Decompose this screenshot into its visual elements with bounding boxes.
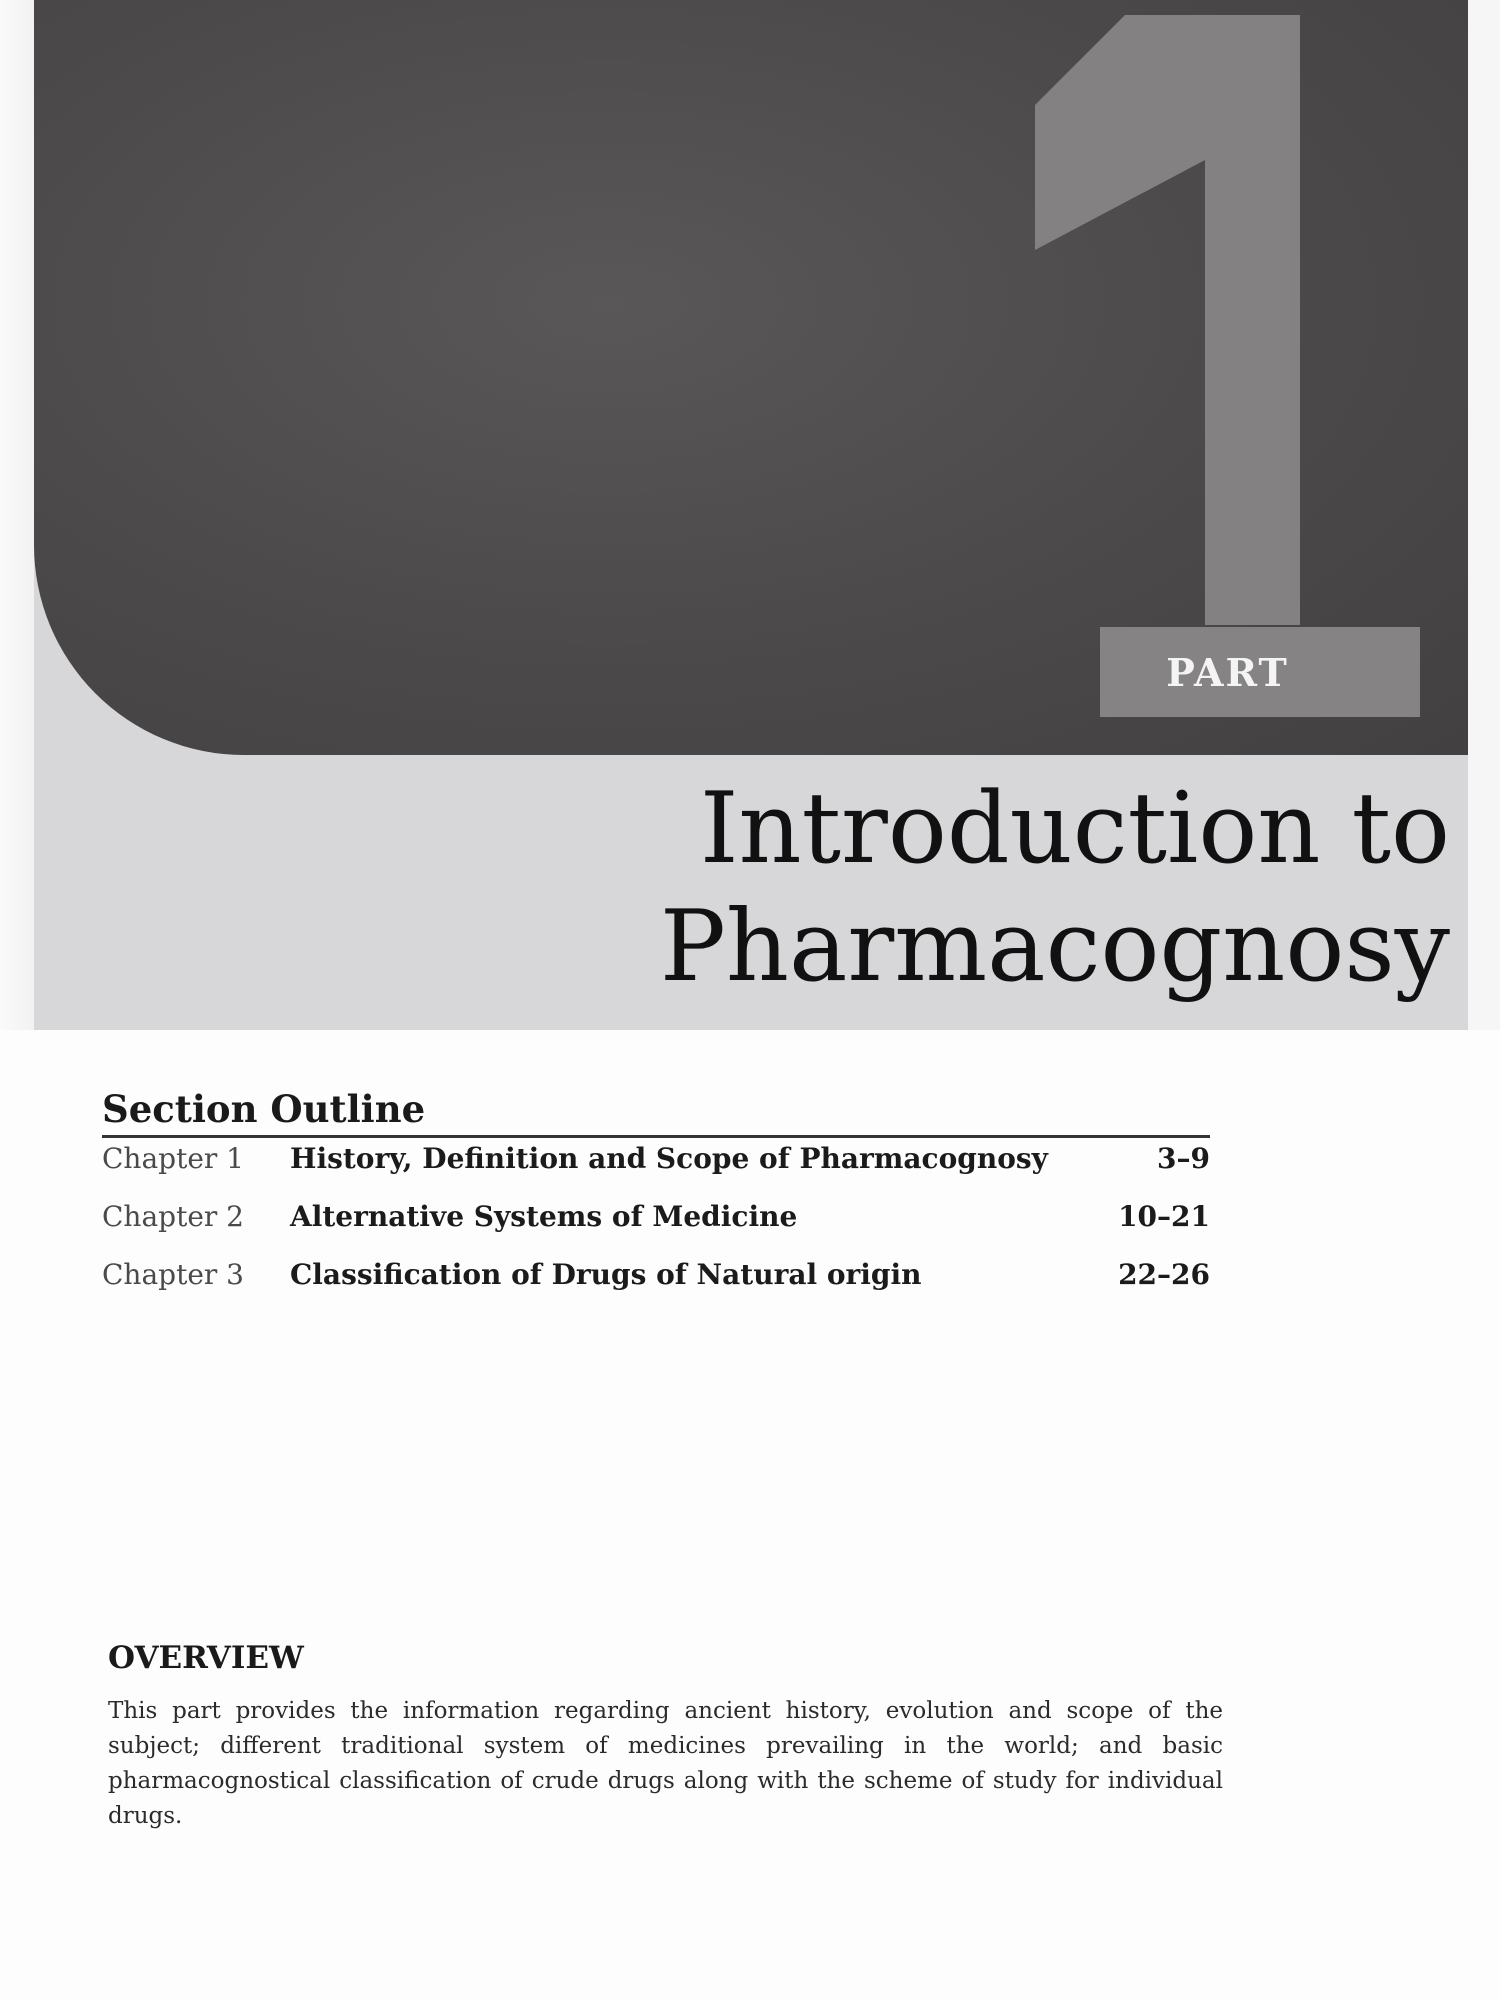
toc-row [102,1142,1210,1196]
part-title-line-1: Introduction to [699,772,1450,886]
part-title [660,770,1450,1006]
toc-chapter-number: Chapter 1 [102,1142,244,1175]
toc-page-range: 22–26 [1118,1258,1210,1291]
toc-chapter-title: Alternative Systems of Medicine [290,1200,798,1233]
overview-paragraph: This part provides the information regarding ancient history, evolution and scope of the subject; different traditional system of medicines prevailing in the world; and basic pharmacognostical classification of crude drugs along with the scheme of study for individual drugs. [108,1698,1223,1829]
toc-chapter-title: Classification of Drugs of Natural origin [290,1258,922,1291]
part-number-numeral [1035,0,1335,640]
overview-heading: OVERVIEW [108,1640,304,1676]
section-outline [102,1085,1210,1312]
toc-chapter-title: History, Definition and Scope of Pharmacognosy [290,1142,1048,1175]
toc-page-range: 3–9 [1157,1142,1210,1175]
toc-chapter-number: Chapter 2 [102,1200,244,1233]
toc-row [102,1200,1210,1254]
part-label: PART [1166,649,1289,695]
scan-edge [0,0,34,1030]
toc-row [102,1258,1210,1312]
overview-section [108,1640,1223,1834]
toc-chapter-number: Chapter 3 [102,1258,244,1291]
right-page-edge [1468,0,1500,1030]
section-outline-heading: Section Outline [102,1085,1210,1138]
part-title-line-2: Pharmacognosy [659,890,1450,1004]
toc-page-range: 10–21 [1118,1200,1210,1233]
